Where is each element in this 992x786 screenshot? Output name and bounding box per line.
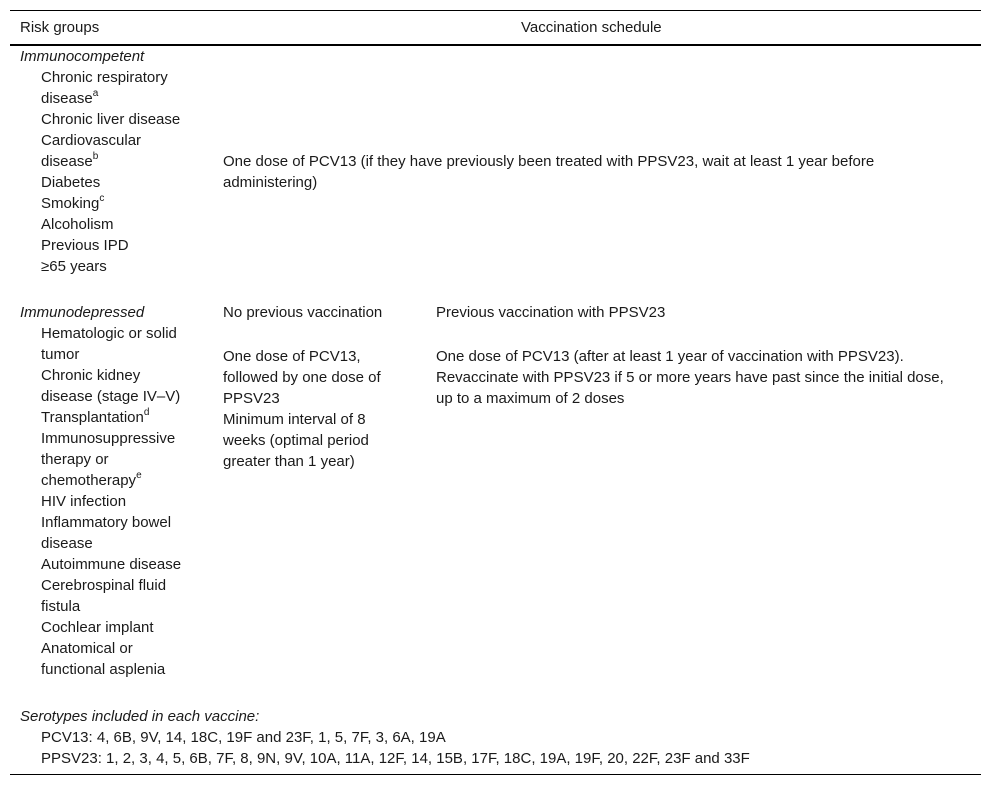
header-risk-groups: Risk groups [20,19,100,36]
table-top-rule [10,10,981,11]
list-item: Alcoholism [41,216,114,233]
serotypes-pcv13: PCV13: 4, 6B, 9V, 14, 18C, 19F and 23F, 1, 5, 7F, 3, 6A, 19A [41,729,446,746]
immunocompetent-title: Immunocompetent [20,48,145,65]
list-item: Inflammatory bowel disease [41,514,172,552]
list-item: Anatomical or functional asplenia [41,640,166,678]
no-previous-heading: No previous vaccination [223,304,383,321]
serotypes-ppsv23: PPSV23: 1, 2, 3, 4, 5, 6B, 7F, 8, 9N, 9V, 10A, 11A, 12F, 14, 15B, 17F, 18C, 19A, 19F, 20, 22F, 23F and 33F [41,750,750,767]
list-item: Immunosuppressive therapy or chemotherapy$^e$ [41,430,176,489]
list-item: Chronic kidney disease (stage IV–V) [41,367,181,405]
list-item: Autoimmune disease [41,556,182,573]
list-item: Hematologic or solid tumor [41,325,177,363]
list-item: Previous IPD [41,237,129,254]
list-item: Cochlear implant [41,619,154,636]
list-item: Cardiovascular disease$^b$ [41,132,142,170]
no-previous-text: One dose of PCV13, followed by one dose of PPSV23 [223,348,381,407]
serotypes-section [20,706,960,769]
immunodepressed-title: Immunodepressed [20,304,145,321]
list-item: Smoking$^c$ [41,193,105,212]
no-previous-interval: Minimum interval of 8 weeks (optimal period greater than 1 year) [223,411,369,470]
no-previous-vaccination-cell [223,302,403,323]
list-item: Chronic liver disease [41,111,181,128]
list-item: Chronic respiratory disease$^a$ [41,69,168,107]
previous-vaccination-text: One dose of PCV13 (after at least 1 year of vaccination with PPSV23). Revaccinate with PPSV23 if 5 or more years have past since the initial dose, up to a maximum of 2 doses [436,348,944,407]
immunodepressed-group [20,302,190,680]
list-item: HIV infection [41,493,127,510]
list-item: Diabetes [41,174,101,191]
table-bottom-rule [10,774,981,775]
previous-vaccination-heading: Previous vaccination with PPSV23 [436,304,666,321]
list-item: ≥65 years [41,258,107,275]
header-vaccination-schedule: Vaccination schedule [521,19,662,36]
serotypes-title: Serotypes included in each vaccine: [20,708,260,725]
list-item: Cerebrospinal fluid fistula [41,577,167,615]
no-previous-schedule [223,346,403,472]
immunocompetent-group [20,46,190,277]
list-item: Transplantation$^d$ [41,407,150,426]
immunocompetent-schedule: One dose of PCV13 (if they have previously been treated with PPSV23, wait at least 1 year before administering) [223,153,875,191]
